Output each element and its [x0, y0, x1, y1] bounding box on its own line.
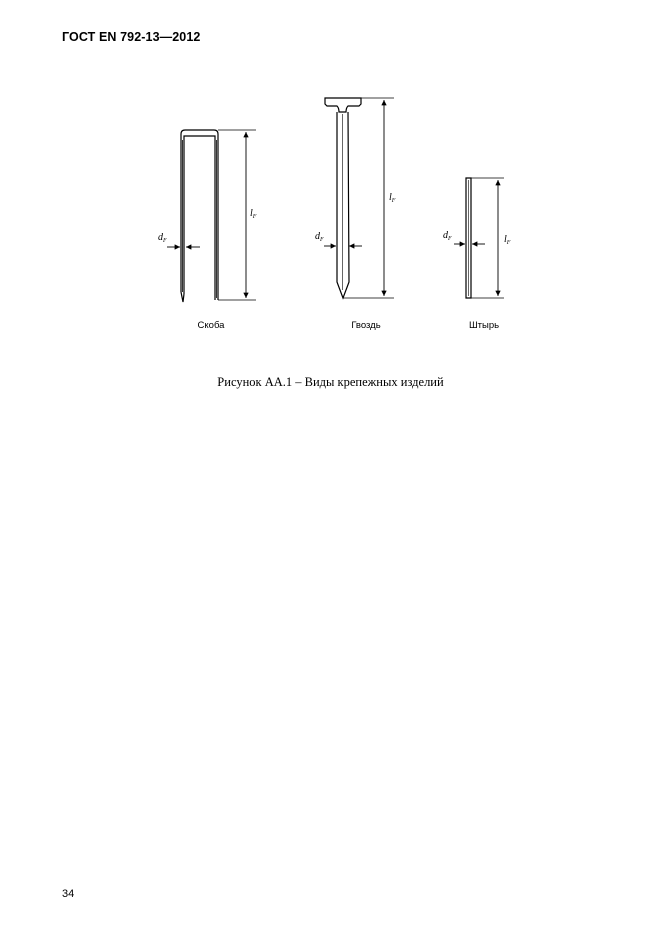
- staple-drawing: [167, 130, 256, 302]
- pin-drawing: [454, 178, 504, 298]
- page-number: 34: [62, 888, 75, 900]
- nail-shank: [337, 112, 349, 298]
- nail-d-symbol: $d_F$: [315, 231, 324, 243]
- staple-outline: [181, 130, 218, 300]
- nail-head: [325, 98, 361, 112]
- nail-label: Гвоздь: [351, 320, 381, 331]
- staple-inner: [184, 136, 215, 300]
- staple-l-symbol: $l_F$: [250, 208, 257, 220]
- pin-l-symbol: $l_F$: [504, 234, 511, 246]
- staple-label: Скоба: [197, 320, 225, 331]
- figure-caption: Рисунок АА.1 – Виды крепежных изделий: [217, 375, 444, 389]
- staple-d-symbol: $d_F$: [158, 232, 167, 244]
- fastener-figure: [0, 0, 661, 400]
- document-header: ГОСТ EN 792-13—2012: [62, 30, 201, 44]
- nail-drawing: [324, 98, 394, 298]
- nail-l-symbol: $l_F$: [389, 192, 396, 204]
- pin-d-symbol: $d_F$: [443, 230, 452, 242]
- pin-label: Штырь: [468, 320, 500, 331]
